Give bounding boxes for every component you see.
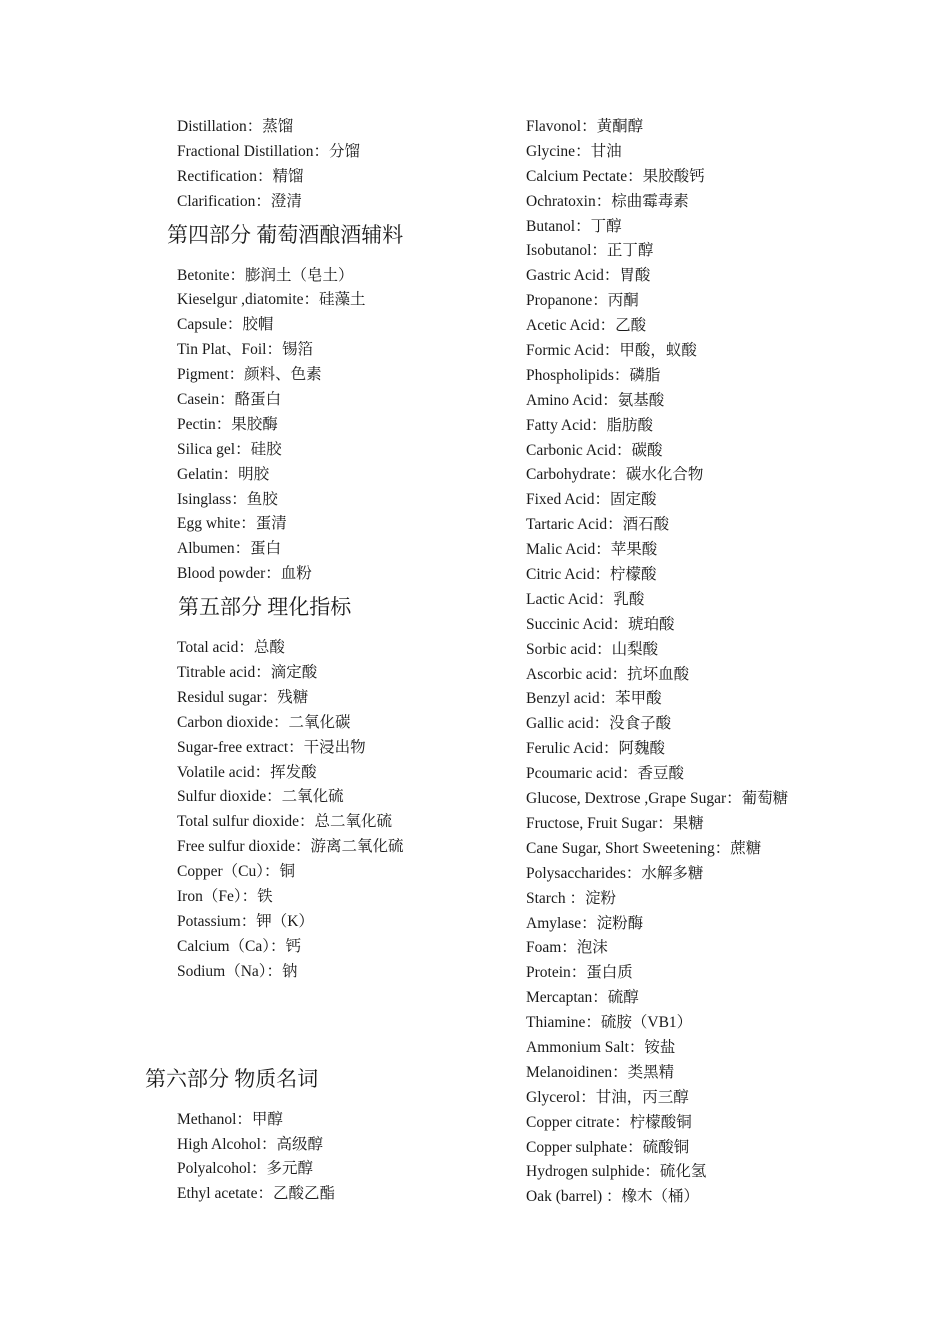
list-item: Amino Acid：氨基酸 [526,391,665,409]
list-item: Carbonic Acid：碳酸 [526,441,663,459]
list-item: Lactic Acid：乳酸 [526,590,645,608]
list-item: Mercaptan：硫醇 [526,989,639,1007]
list-item: Calcium Pectate：果胶酸钙 [526,167,705,185]
list-item: Ascorbic acid：抗坏血酸 [526,665,690,683]
list-item: Pectin：果胶酶 [177,415,278,433]
list-item: Carbon dioxide：二氧化碳 [177,713,351,731]
list-item: Sodium（Na）：钠 [177,962,298,980]
list-item: Isobutanol：正丁醇 [526,242,654,260]
list-item: Polyalcohol：多元醇 [177,1160,314,1178]
list-item: Calcium（Ca）：钙 [177,937,301,955]
list-item: Fatty Acid：脂肪酸 [526,416,654,434]
list-item: Gallic acid：没食子酸 [526,715,672,733]
list-item: Distillation：蒸馏 [177,118,294,135]
list-item: Formic Acid：甲酸，蚁酸 [526,342,697,360]
list-item: Tartaric Acid：酒石酸 [526,516,670,534]
list-item: Rectification：精馏 [177,167,304,185]
list-item: Phospholipids：磷脂 [526,366,661,384]
section-heading-part4: 第四部分 葡萄酒酿酒辅料 [167,222,404,247]
part6-list [177,1108,507,1208]
section-heading-part5: 第五部分 理化指标 [178,595,352,620]
list-item: Butanol：丁醇 [526,217,622,235]
list-item: Blood powder：血粉 [177,565,312,583]
list-item: Fractional Distillation：分馏 [177,142,360,160]
list-item: Methanol：甲醇 [177,1110,283,1128]
section-heading-part6: 第六部分 物质名词 [145,1066,319,1091]
list-item: Amylase：淀粉酶 [526,914,644,932]
list-item: Free sulfur dioxide：游离二氧化硫 [177,838,404,856]
list-item: Sorbic acid：山梨酸 [526,640,659,658]
list-item: Fixed Acid：固定酸 [526,491,657,509]
part4-list [177,264,507,588]
list-item: Total sulfur dioxide：总二氧化硫 [177,813,393,831]
part5-list [177,636,507,984]
list-item: Starch ：淀粉 [526,889,616,907]
list-item: Protein：蛋白质 [526,964,633,982]
list-item: Ferulic Acid：阿魏酸 [526,740,666,758]
list-item: Citric Acid：柠檬酸 [526,566,657,584]
list-item: Acetic Acid：乙酸 [526,317,647,335]
list-item: Egg white：蛋清 [177,515,287,533]
list-item: Malic Acid：苹果酸 [526,541,658,559]
list-item: Gelatin：明胶 [177,465,270,483]
right-column [526,115,846,1210]
list-item: Kieselgur ,diatomite：硅藻土 [177,291,366,309]
list-item: Sulfur dioxide：二氧化硫 [177,788,344,806]
list-item: Titrable acid：滴定酸 [177,664,318,682]
list-item: Volatile acid：挥发酸 [177,763,317,781]
list-item: Benzyl acid：苯甲酸 [526,690,662,708]
list-item: Gastric Acid：胃酸 [526,267,651,285]
list-item: Total acid：总酸 [177,639,285,657]
list-item: Oak (barrel) ：橡木（桶） [526,1188,700,1206]
list-item: Tin Plat、Foil：锡箔 [177,341,313,359]
list-item: Betonite：膨润土（皂土） [177,266,354,284]
list-item: Succinic Acid：琥珀酸 [526,615,675,633]
list-item: Thiamine：硫胺（VB1） [526,1014,693,1032]
list-item: Ethyl acetate：乙酸乙酯 [177,1185,335,1203]
list-item: Clarification：澄清 [177,192,302,210]
list-item: Polysaccharides：水解多糖 [526,864,704,882]
list-item: Carbohydrate：碳水化合物 [526,466,704,484]
list-item: Melanoidinen：类黑精 [526,1063,675,1081]
list-item: Residul sugar：残糖 [177,688,309,706]
list-item: Silica gel：硅胶 [177,440,282,458]
list-item: Albumen：蛋白 [177,540,282,558]
list-item: Isinglass：鱼胶 [177,490,278,508]
list-item: Ammonium Salt：铵盐 [526,1038,676,1056]
left-column [145,115,507,1207]
list-item: Copper citrate：柠檬酸铜 [526,1113,692,1131]
list-item: Glucose, Dextrose ,Grape Sugar：葡萄糖 [526,790,789,808]
list-item: Capsule：胶帽 [177,316,274,334]
list-item: Cane Sugar, Short Sweetening：蔗糖 [526,839,762,857]
part3-tail-list [177,115,507,215]
list-item: Glycine：甘油 [526,142,622,160]
section-spacer [177,985,507,1059]
list-item: Sugar-free extract：干浸出物 [177,738,366,756]
right-list [526,115,846,1210]
list-item: Glycerol：甘油，丙三醇 [526,1088,689,1106]
list-item: Casein：酪蛋白 [177,391,282,409]
list-item: Iron（Fe）：铁 [177,888,273,906]
list-item: Propanone：丙酮 [526,292,639,310]
list-item: Pcoumaric acid：香豆酸 [526,765,684,783]
list-item: Ochratoxin：棕曲霉毒素 [526,192,689,210]
list-item: Foam：泡沫 [526,939,608,957]
list-item: Copper sulphate：硫酸铜 [526,1138,690,1156]
list-item: Pigment：颜料、色素 [177,366,322,384]
list-item: Hydrogen sulphide：硫化氢 [526,1163,707,1181]
list-item: Fructose, Fruit Sugar：果糖 [526,814,704,832]
list-item: Flavonol：黄酮醇 [526,118,644,135]
list-item: Copper（Cu）：铜 [177,863,295,881]
list-item: High Alcohol：高级醇 [177,1135,323,1153]
list-item: Potassium：钾（K） [177,912,314,930]
